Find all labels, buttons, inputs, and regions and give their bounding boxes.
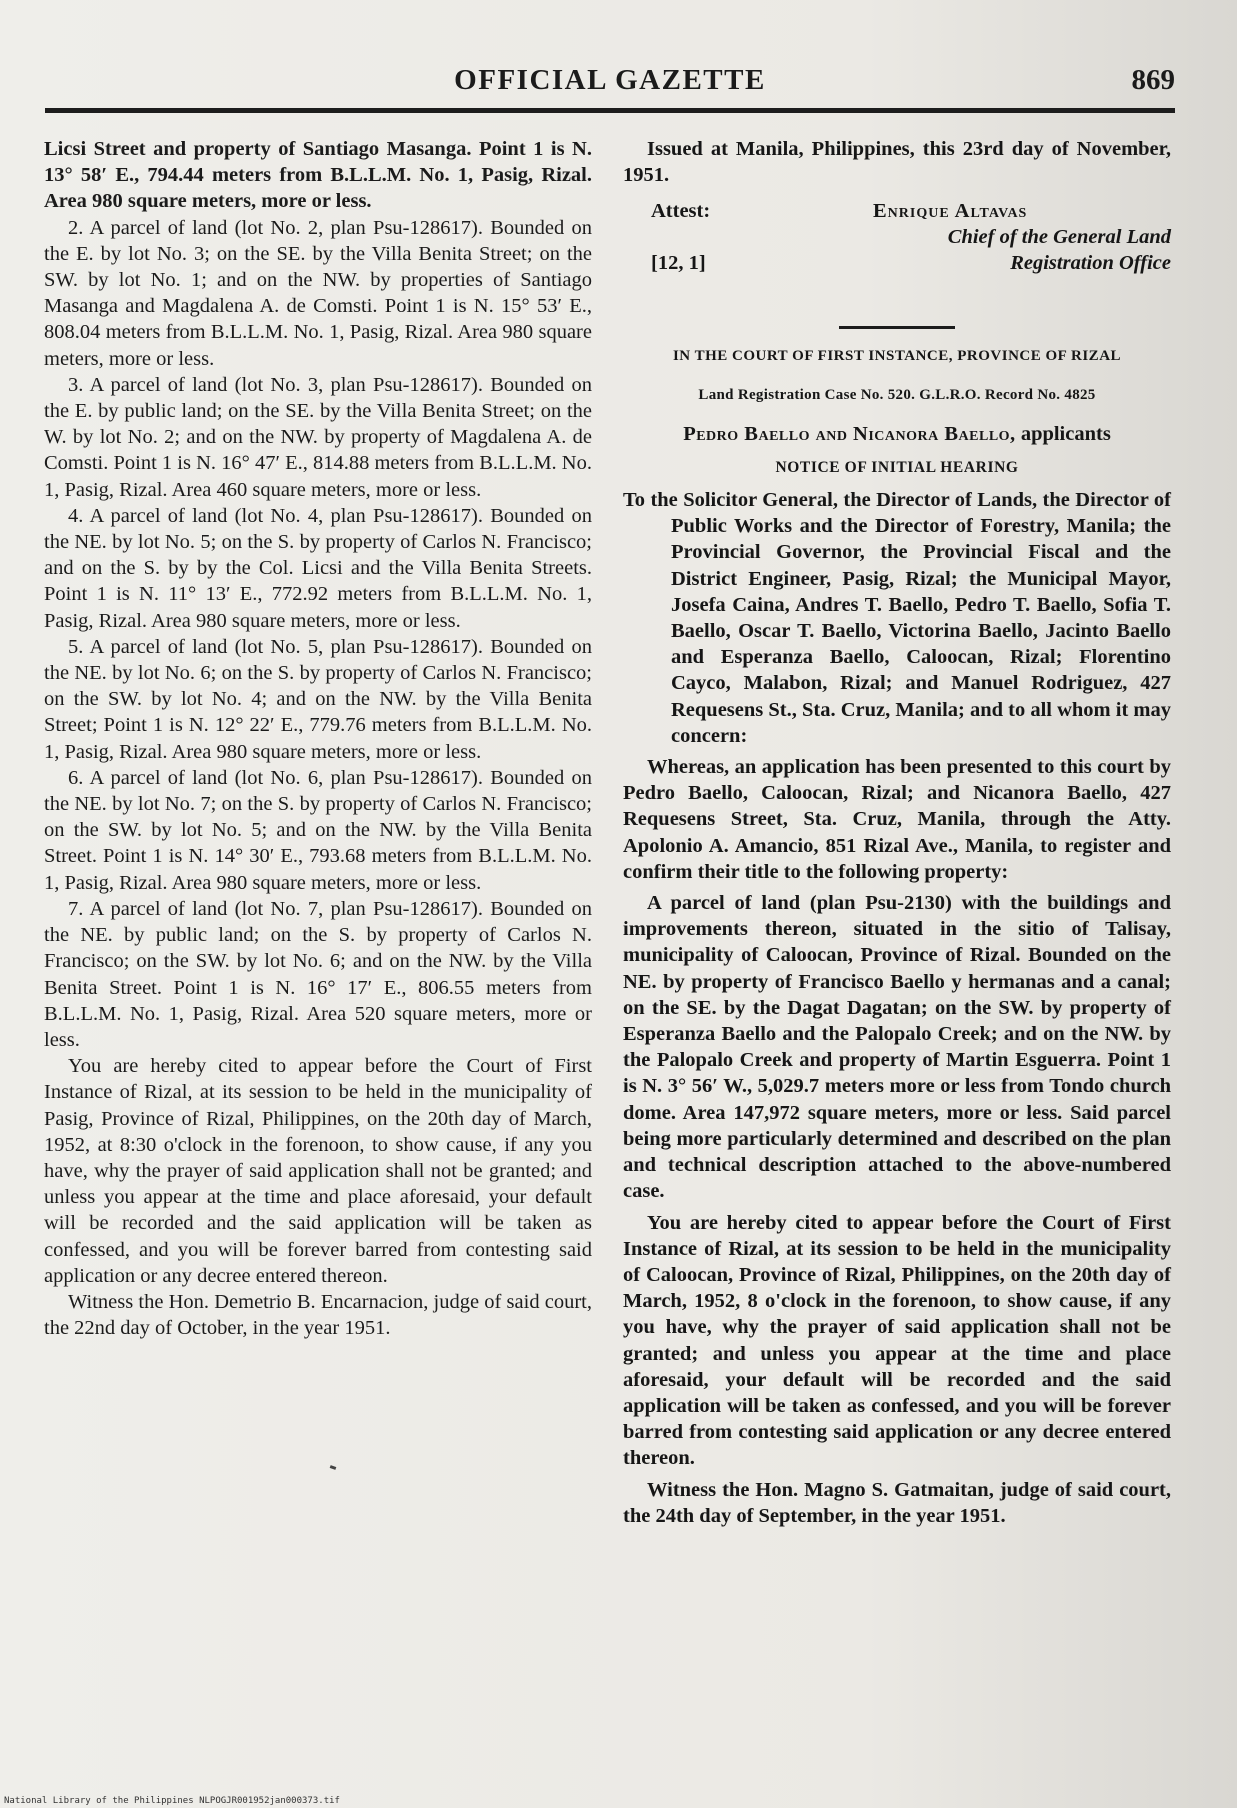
attest-title-2: Registration Office [1010,252,1171,275]
attest-label: Attest: [651,200,711,223]
paragraph-lot-2: 2. A parcel of land (lot No. 2, plan Psu-128617). Bounded on the E. by lot No. 3; on the SE. by the Villa Benita Street; on the SW. by lot No. 1; and on the NW. by properties of Santiago Masanga and Magdalena A. de Comsti. Point 1 is N. 15° 53′ E., 808.04 meters from B.L.L.M. No. 1, Pasig, Rizal. Area 980 square meters, more or less. [44,216,592,370]
applicant-names: Pedro Baello and Nicanora Baello, [683,422,1016,445]
paragraph-witness-right: Witness the Hon. Magno S. Gatmaitan, judge of said court, the 24th day of September, in the year 1951. [623,1478,1171,1527]
paragraph-lot-5: 5. A parcel of land (lot No. 5, plan Psu-128617). Bounded on the NE. by lot No. 6; on the S. by property of Carlos N. Francisco; on the SW. by lot No. 4; and on the NW. by the Villa Benita Street; Point 1 is N. 12° 22′ E., 779.76 meters from B.L.L.M. No. 1, Pasig, Rizal. Area 980 square meters, more or less. [44,635,592,763]
paragraph-parcel: A parcel of land (plan Psu-2130) with the buildings and improvements thereon, situated in the sitio of Talisay, municipality of Caloocan, Province of Rizal. Bounded on the NE. by property of Francisco Baello y hermanas and a canal; on the SE. by the Dagat Dagatan; on the SW. by property of Esperanza Baello and the Palopalo Creek; and on the NW. by the Palopalo Creek and property of Martin Esguerra. Point 1 is N. 3° 56′ W., 5,029.7 meters more or less from Tondo church dome. Area 147,972 square meters, more or less. Said parcel being more particularly determined and described on the plan and technical description attached to the above-numbered case. [623,892,1171,1203]
paragraph-lot-4: 4. A parcel of land (lot No. 4, plan Psu-128617). Bounded on the NE. by lot No. 5; on the S. by property of Carlos N. Francisco; and on the S. by by the Col. Licsi and the Villa Benita Streets. Point 1 is N. 11° 13′ E., 772.92 meters from B.L.L.M. No. 1, Pasig, Rizal. Area 980 square meters, more or less. [44,504,592,632]
scan-footer: National Library of the Philippines NLPOGJR001952jan000373.tif [4,1796,340,1806]
paragraph-lot-6: 6. A parcel of land (lot No. 6, plan Psu-128617). Bounded on the NE. by lot No. 7; on the S. by property of Carlos N. Francisco; on the SW. by lot No. 5; and on the NW. by the Villa Benita Street. Point 1 is N. 14° 30′ E., 793.68 meters from B.L.L.M. No. 1, Pasig, Rizal. Area 980 square meters, more or less. [44,766,592,894]
parties-line [623,421,1171,447]
page-number: 869 [1131,64,1175,96]
paragraph-citation: You are hereby cited to appear before the Court of First Instance of Rizal, at its session to be held in the municipality of Pasig, Province of Rizal, Philippines, on the 20th day of March, 1952, at 8:30 o'clock in the forenoon, to show cause, if any you have, why the prayer of said application shall not be granted; and unless you appear at the time and place aforesaid, your default will be recorded and the said application will be taken as confessed, and you will be forever barred from contesting said application or any decree entered thereon. [44,1055,592,1287]
paragraph-lot-3: 3. A parcel of land (lot No. 3, plan Psu-128617). Bounded on the E. by public land; on the SE. by the Villa Benita Street; on the W. by lot No. 2; and on the NW. by property of Magdalena A. de Comsti. Point 1 is N. 16° 47′ E., 814.88 meters from B.L.L.M. No. 1, Pasig, Rizal. Area 460 square meters, more or less. [44,373,592,501]
paragraph-lot-7: 7. A parcel of land (lot No. 7, plan Psu-128617). Bounded on the NE. by public land; on the S. by property of Carlos N. Francisco; on the SW. by lot No. 6; and on the NW. by the Villa Benita Street. Point 1 is N. 16° 17′ E., 806.55 meters from B.L.L.M. No. 1, Pasig, Rizal. Area 520 square meters, more or less. [44,897,592,1051]
paragraph-lot-1-end: Licsi Street and property of Santiago Masanga. Point 1 is N. 13° 58′ E., 794.44 meters from B.L.L.M. No. 1, Pasig, Rizal. Area 980 square meters, more or less. [44,138,592,213]
section-divider [839,326,955,329]
paragraph-citation-right: You are hereby cited to appear before the Court of First Instance of Rizal, at its session to be held in the municipality of Caloocan, Province of Rizal, Philippines, on the 20th day of March, 1952, 8 o'clock in the forenoon, to show cause, if any you have, why the prayer of said application shall not be granted; and unless you appear at the time and place aforesaid, your default will be recorded and the said application will be taken as confessed, and you will be forever barred from contesting said application or any decree entered thereon. [623,1211,1171,1470]
page-header [45,62,1175,113]
reference-number: [12, 1] [651,252,706,275]
paragraph-whereas: Whereas, an application has been presented to this court by Pedro Baello, Caloocan, Rizal; and Nicanora Baello, 427 Requesens Street, Sta. Cruz, Manila, through the Atty. Apolonio A. Amancio, 851 Rizal Ave., Manila, to register and confirm their title to the following property: [623,756,1171,883]
attest-block [623,194,1171,312]
attest-name: Enrique Altavas [873,200,1028,223]
left-column [44,136,592,1341]
attest-title: Chief of the General Land [947,226,1171,249]
right-column [623,136,1171,1529]
issued-line: Issued at Manila, Philippines, this 23rd day of November, 1951. [623,138,1171,187]
case-number: Land Registration Case No. 520. G.L.R.O. Record No. 4825 [698,387,1096,404]
addressees: To the Solicitor General, the Director of Lands, the Director of Public Works and the Director of Forestry, Manila; the Provincial Governor, the Provincial Fiscal and the District Engineer, Pasig, Rizal; the Municipal Mayor, Josefa Caina, Andres T. Baello, Pedro T. Baello, Sofia T. Baello, Oscar T. Baello, Victorina Baello, Jacinto Baello and Esperanza Baello, Caloocan, Rizal; Florentino Cayco, Malabon, Rizal; and Manuel Rodriguez, 427 Requesens St., Sta. Cruz, Manila; and to all whom it may concern: [623,489,1171,747]
notice-title: NOTICE OF INITIAL HEARING [775,458,1019,476]
paragraph-witness: Witness the Hon. Demetrio B. Encarnacion, judge of said court, the 22nd day of October, in the year 1951. [44,1290,592,1340]
court-heading: IN THE COURT OF FIRST INSTANCE, PROVINCE OF RIZAL [672,348,1122,365]
gazette-title: OFFICIAL GAZETTE [454,64,766,96]
applicant-role: applicants [1020,422,1111,445]
